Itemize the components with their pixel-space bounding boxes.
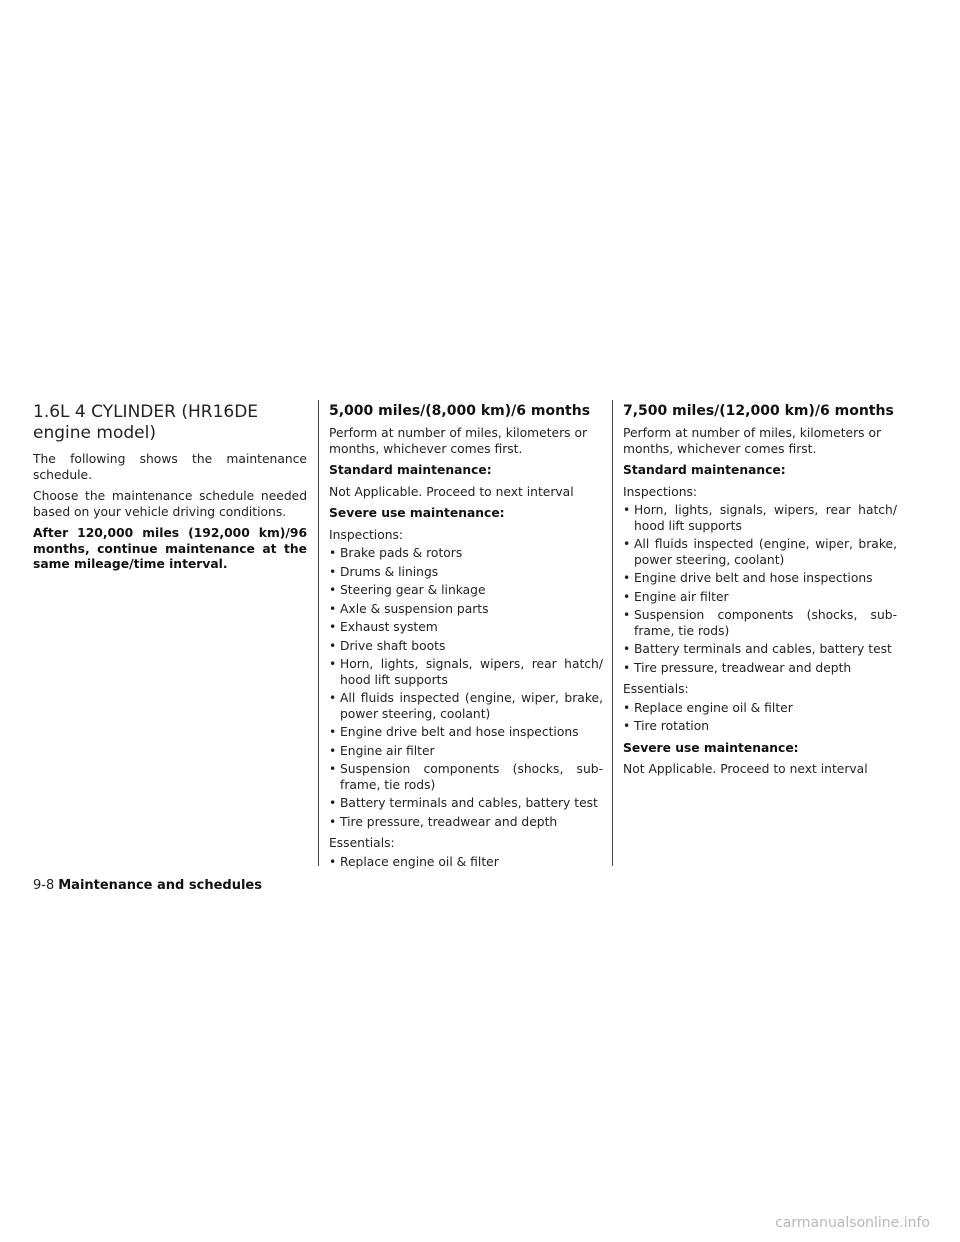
essentials-list [623, 701, 897, 735]
bullet-icon: • [623, 503, 631, 517]
essentials-label: Essentials: [329, 836, 395, 850]
list-item-text: Suspension components (shocks, sub- frame, tie rods) [634, 608, 897, 638]
column-intro [33, 402, 307, 579]
list-item-text: Engine air filter [634, 589, 729, 604]
inspections-label: Inspections: [623, 484, 698, 499]
section-title: 1.6L 4 CYLINDER (HR16DE engine model) [33, 402, 259, 443]
list-item-text: Horn, lights, signals, wipers, rear hatch/ hood lift supports [340, 657, 603, 687]
essentials-list [329, 855, 603, 871]
bullet-icon: • [329, 762, 337, 776]
page-footer [33, 877, 262, 894]
list-item-text: Engine air filter [340, 743, 435, 758]
list-item [623, 661, 897, 677]
list-item-text: Engine drive belt and hose inspections [340, 725, 579, 739]
list-item [623, 701, 897, 717]
column-7500-miles [623, 402, 897, 784]
column-5000-miles [329, 402, 603, 876]
list-item-text: Replace engine oil & filter [340, 854, 499, 869]
list-item [329, 691, 603, 722]
list-item [329, 657, 603, 688]
inspections-list [623, 503, 897, 676]
list-item [623, 719, 897, 735]
list-item-text: Axle & suspension parts [340, 601, 489, 616]
bullet-icon: • [623, 660, 631, 675]
list-item [623, 503, 897, 534]
list-item [329, 583, 603, 599]
list-item-text: Suspension components (shocks, sub- frame, tie rods) [340, 762, 603, 792]
essentials-label: Essentials: [623, 682, 689, 696]
interval-title: 7,500 miles/(12,000 km)/6 months [623, 403, 894, 419]
bullet-icon: • [623, 719, 631, 733]
bullet-icon: • [623, 571, 631, 585]
list-item-text: Engine drive belt and hose inspections [634, 571, 873, 585]
list-item [623, 537, 897, 568]
bullet-icon: • [623, 589, 631, 604]
list-item [329, 546, 603, 562]
list-item [329, 620, 603, 636]
inspections-list [329, 546, 603, 830]
list-item [329, 762, 603, 793]
bullet-icon: • [623, 700, 631, 715]
list-item-text: Tire pressure, treadwear and depth [634, 660, 852, 675]
bullet-icon: • [329, 796, 337, 810]
column-divider [612, 400, 613, 866]
list-item [329, 796, 603, 812]
list-item-text: Steering gear & linkage [340, 583, 486, 597]
bullet-icon: • [329, 814, 337, 829]
interval-intro: Perform at number of miles, kilometers or months, whichever comes first. [329, 426, 588, 456]
list-item-text: Drums & linings [340, 564, 439, 579]
list-item [623, 642, 897, 658]
standard-maintenance-heading: Standard maintenance: [329, 463, 492, 477]
interval-title: 5,000 miles/(8,000 km)/6 months [329, 403, 591, 419]
standard-maintenance-text: Not Applicable. Proceed to next interval [329, 484, 574, 499]
bullet-icon: • [329, 638, 337, 653]
standard-maintenance-heading: Standard maintenance: [623, 463, 786, 477]
intro-paragraph: The following shows the maintenance schedule. [33, 452, 307, 482]
list-item-text: Battery terminals and cables, battery test [340, 796, 598, 810]
severe-maintenance-heading: Severe use maintenance: [623, 740, 799, 755]
severe-maintenance-text: Not Applicable. Proceed to next interval [623, 762, 868, 776]
bullet-icon: • [623, 537, 631, 551]
list-item [329, 725, 603, 741]
list-item [623, 608, 897, 639]
list-item-text: Horn, lights, signals, wipers, rear hatch/ hood lift supports [634, 503, 897, 533]
bullet-icon: • [329, 620, 337, 634]
bullet-icon: • [329, 854, 337, 869]
bullet-icon: • [623, 642, 631, 656]
inspections-label: Inspections: [329, 527, 404, 542]
bullet-icon: • [329, 564, 337, 579]
bullet-icon: • [329, 601, 337, 616]
list-item-text: Tire rotation [634, 719, 710, 733]
list-item [329, 744, 603, 760]
list-item-text: Replace engine oil & filter [634, 700, 793, 715]
interval-intro: Perform at number of miles, kilometers or months, whichever comes first. [623, 426, 882, 456]
list-item [329, 639, 603, 655]
list-item-text: Drive shaft boots [340, 638, 446, 653]
page-number: 9-8 [33, 878, 55, 893]
bullet-icon: • [623, 608, 631, 622]
list-item-text: All fluids inspected (engine, wiper, brake, power steering, coolant) [634, 537, 897, 567]
bullet-icon: • [329, 743, 337, 758]
bullet-icon: • [329, 546, 337, 560]
list-item [329, 815, 603, 831]
after-120000-note: After 120,000 miles (192,000 km)/96 months, continue maintenance at the same mileage/time interval. [33, 526, 307, 571]
list-item [329, 602, 603, 618]
list-item-text: Tire pressure, treadwear and depth [340, 814, 558, 829]
list-item-text: Brake pads & rotors [340, 546, 463, 560]
list-item [623, 590, 897, 606]
bullet-icon: • [329, 691, 337, 705]
list-item-text: Battery terminals and cables, battery test [634, 642, 892, 656]
list-item [623, 571, 897, 587]
column-divider [318, 400, 319, 866]
choose-schedule-paragraph: Choose the maintenance schedule needed based on your vehicle driving conditions. [33, 489, 307, 519]
bullet-icon: • [329, 657, 337, 671]
severe-maintenance-heading: Severe use maintenance: [329, 506, 505, 520]
chapter-title: Maintenance and schedules [58, 878, 262, 893]
list-item [329, 565, 603, 581]
list-item-text: Exhaust system [340, 620, 438, 634]
list-item [329, 855, 603, 871]
watermark: carmanualsonline.info [775, 1215, 930, 1231]
bullet-icon: • [329, 583, 337, 597]
bullet-icon: • [329, 725, 337, 739]
list-item-text: All fluids inspected (engine, wiper, brake, power steering, coolant) [340, 691, 603, 721]
